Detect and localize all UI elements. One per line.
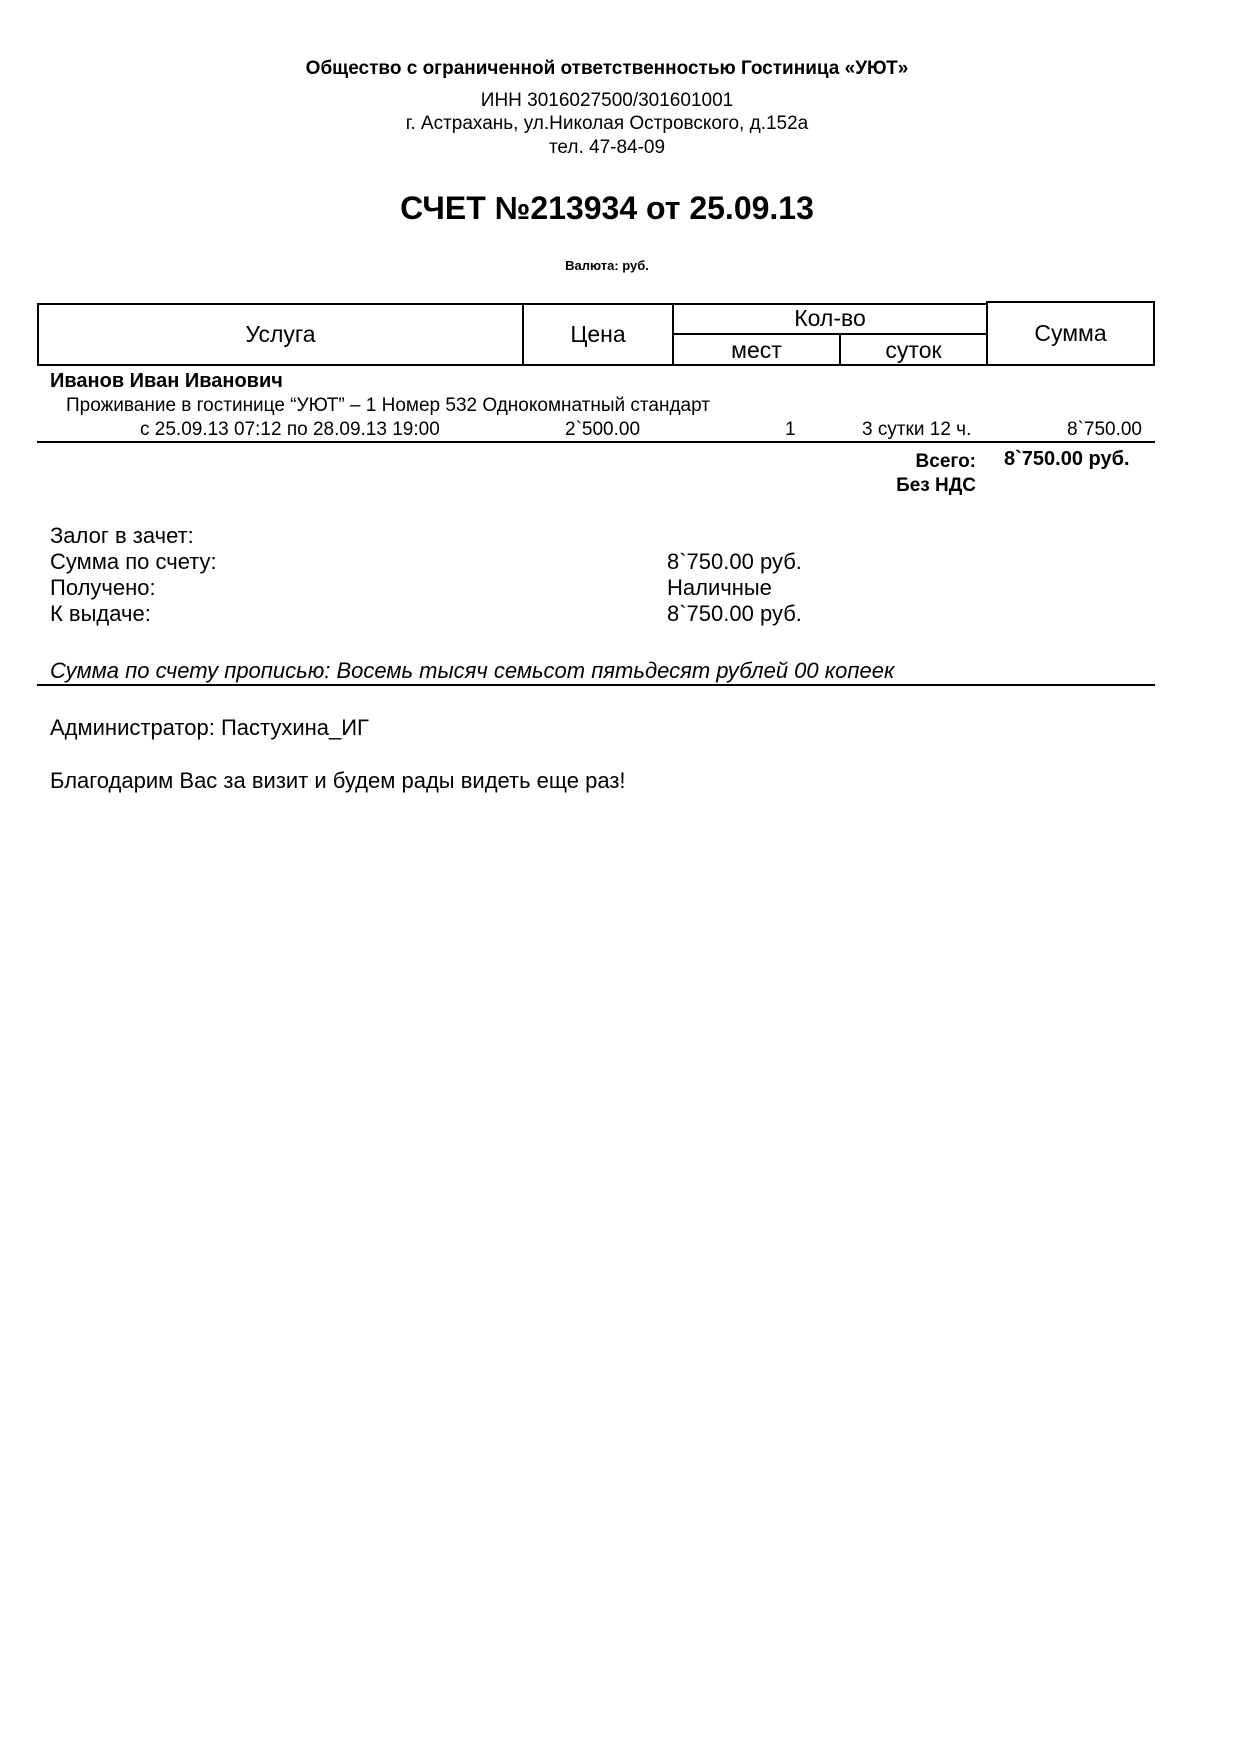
- row-sum: 8`750.00: [1066, 419, 1142, 440]
- service-description: Проживание в гостинице “УЮТ” – 1 Номер 532 Однокомнатный стандарт: [66, 395, 710, 416]
- vat-note: Без НДС: [896, 475, 976, 496]
- header-service: Услуга: [245, 321, 316, 347]
- thanks-line: Благодарим Вас за визит и будем рады видеть еще раз!: [50, 768, 626, 793]
- inn-line: ИНН 3016027500/301601001: [480, 90, 734, 111]
- row-places: 1: [785, 419, 796, 440]
- total-label: Всего:: [915, 451, 976, 472]
- currency-line: Валюта: руб.: [565, 258, 649, 273]
- invoice-sum-label: Сумма по счету:: [50, 549, 217, 574]
- payout-label: К выдаче:: [50, 601, 151, 626]
- header-price: Цена: [570, 321, 626, 347]
- invoice-sum-value: 8`750.00 руб.: [667, 549, 802, 574]
- total-value: 8`750.00 руб.: [1004, 448, 1130, 470]
- row-price: 2`500.00: [565, 419, 641, 440]
- header-sum: Сумма: [1034, 320, 1107, 346]
- header-days: суток: [885, 336, 942, 363]
- organization-name: Общество с ограниченной ответственностью Гостиница «УЮТ»: [305, 58, 909, 79]
- row-days: 3 сутки 12 ч.: [862, 419, 972, 440]
- deposit-label: Залог в зачет:: [50, 523, 194, 548]
- payout-value: 8`750.00 руб.: [667, 601, 802, 626]
- header-qty: Кол-во: [794, 305, 866, 331]
- invoice-title: СЧЕТ №213934 от 25.09.13: [400, 190, 814, 226]
- administrator-line: Администратор: Пастухина_ИГ: [50, 715, 369, 740]
- received-label: Получено:: [50, 575, 156, 600]
- phone-line: тел. 47-84-09: [548, 137, 666, 158]
- address-line: г. Астрахань, ул.Николая Островского, д.152а: [405, 113, 809, 134]
- guest-name: Иванов Иван Иванович: [50, 370, 283, 392]
- amount-in-words: Сумма по счету прописью: Восемь тысяч семьсот пятьдесят рублей 00 копеек: [50, 658, 895, 683]
- received-value: Наличные: [667, 575, 772, 600]
- words-bottom-rule: [37, 684, 1155, 686]
- row-bottom-rule: [37, 441, 1155, 443]
- stay-period: с 25.09.13 07:12 по 28.09.13 19:00: [140, 419, 440, 440]
- header-places: мест: [731, 336, 782, 363]
